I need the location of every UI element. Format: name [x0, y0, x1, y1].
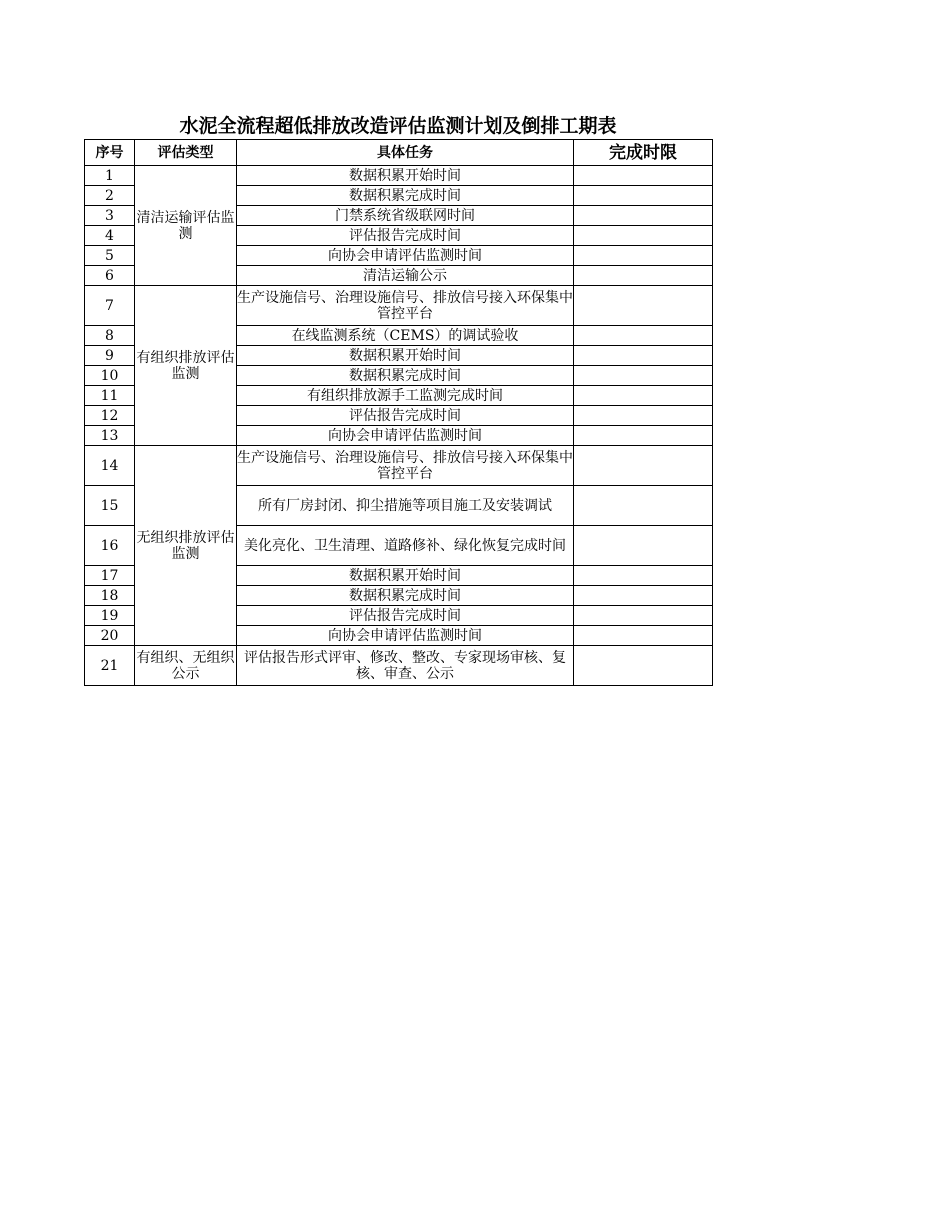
deadline-cell[interactable]	[574, 566, 713, 586]
seq-cell: 6	[85, 266, 135, 286]
task-cell: 向协会申请评估监测时间	[237, 426, 574, 446]
header-deadline: 完成时限	[574, 140, 713, 166]
task-cell: 数据积累完成时间	[237, 186, 574, 206]
seq-cell: 3	[85, 206, 135, 226]
deadline-cell[interactable]	[574, 586, 713, 606]
deadline-cell[interactable]	[574, 266, 713, 286]
task-cell: 向协会申请评估监测时间	[237, 626, 574, 646]
task-cell: 有组织排放源手工监测完成时间	[237, 386, 574, 406]
deadline-cell[interactable]	[574, 366, 713, 386]
seq-cell: 5	[85, 246, 135, 266]
task-cell: 评估报告完成时间	[237, 406, 574, 426]
seq-cell: 13	[85, 426, 135, 446]
seq-cell: 10	[85, 366, 135, 386]
seq-cell: 12	[85, 406, 135, 426]
seq-cell: 17	[85, 566, 135, 586]
task-cell: 数据积累完成时间	[237, 586, 574, 606]
task-cell: 数据积累开始时间	[237, 566, 574, 586]
header-task: 具体任务	[237, 140, 574, 166]
deadline-cell[interactable]	[574, 346, 713, 366]
seq-cell: 11	[85, 386, 135, 406]
deadline-cell[interactable]	[574, 246, 713, 266]
seq-cell: 4	[85, 226, 135, 246]
deadline-cell[interactable]	[574, 286, 713, 326]
deadline-cell[interactable]	[574, 166, 713, 186]
deadline-cell[interactable]	[574, 186, 713, 206]
seq-cell: 16	[85, 526, 135, 566]
deadline-cell[interactable]	[574, 646, 713, 686]
header-seq: 序号	[85, 140, 135, 166]
seq-cell: 21	[85, 646, 135, 686]
task-cell: 数据积累完成时间	[237, 366, 574, 386]
deadline-cell[interactable]	[574, 326, 713, 346]
table-row	[85, 646, 713, 686]
task-cell: 美化亮化、卫生清理、道路修补、绿化恢复完成时间	[237, 526, 574, 566]
seq-cell: 2	[85, 186, 135, 206]
seq-cell: 1	[85, 166, 135, 186]
task-cell: 评估报告完成时间	[237, 226, 574, 246]
table-row	[85, 166, 713, 186]
type-cell: 清洁运输评估监测	[135, 166, 237, 286]
deadline-cell[interactable]	[574, 626, 713, 646]
task-cell: 评估报告完成时间	[237, 606, 574, 626]
plan-table	[84, 139, 713, 686]
deadline-cell[interactable]	[574, 386, 713, 406]
task-cell: 生产设施信号、治理设施信号、排放信号接入环保集中管控平台	[237, 286, 574, 326]
type-cell: 无组织排放评估监测	[135, 446, 237, 646]
task-cell: 评估报告形式评审、修改、整改、专家现场审核、复核、审查、公示	[237, 646, 574, 686]
deadline-cell[interactable]	[574, 206, 713, 226]
seq-cell: 9	[85, 346, 135, 366]
seq-cell: 18	[85, 586, 135, 606]
seq-cell: 7	[85, 286, 135, 326]
deadline-cell[interactable]	[574, 606, 713, 626]
seq-cell: 20	[85, 626, 135, 646]
header-type: 评估类型	[135, 140, 237, 166]
deadline-cell[interactable]	[574, 526, 713, 566]
seq-cell: 15	[85, 486, 135, 526]
header-row	[85, 140, 713, 166]
document-title: 水泥全流程超低排放改造评估监测计划及倒排工期表	[179, 115, 617, 137]
deadline-cell[interactable]	[574, 426, 713, 446]
seq-cell: 19	[85, 606, 135, 626]
deadline-cell[interactable]	[574, 446, 713, 486]
task-cell: 清洁运输公示	[237, 266, 574, 286]
task-cell: 在线监测系统（CEMS）的调试验收	[237, 326, 574, 346]
type-cell: 有组织、无组织公示	[135, 646, 237, 686]
task-cell: 所有厂房封闭、抑尘措施等项目施工及安装调试	[237, 486, 574, 526]
task-cell: 数据积累开始时间	[237, 166, 574, 186]
table-row	[85, 446, 713, 486]
seq-cell: 14	[85, 446, 135, 486]
seq-cell: 8	[85, 326, 135, 346]
task-cell: 数据积累开始时间	[237, 346, 574, 366]
deadline-cell[interactable]	[574, 226, 713, 246]
deadline-cell[interactable]	[574, 486, 713, 526]
table-row	[85, 286, 713, 326]
deadline-cell[interactable]	[574, 406, 713, 426]
task-cell: 门禁系统省级联网时间	[237, 206, 574, 226]
type-cell: 有组织排放评估监测	[135, 286, 237, 446]
task-cell: 生产设施信号、治理设施信号、排放信号接入环保集中管控平台	[237, 446, 574, 486]
task-cell: 向协会申请评估监测时间	[237, 246, 574, 266]
